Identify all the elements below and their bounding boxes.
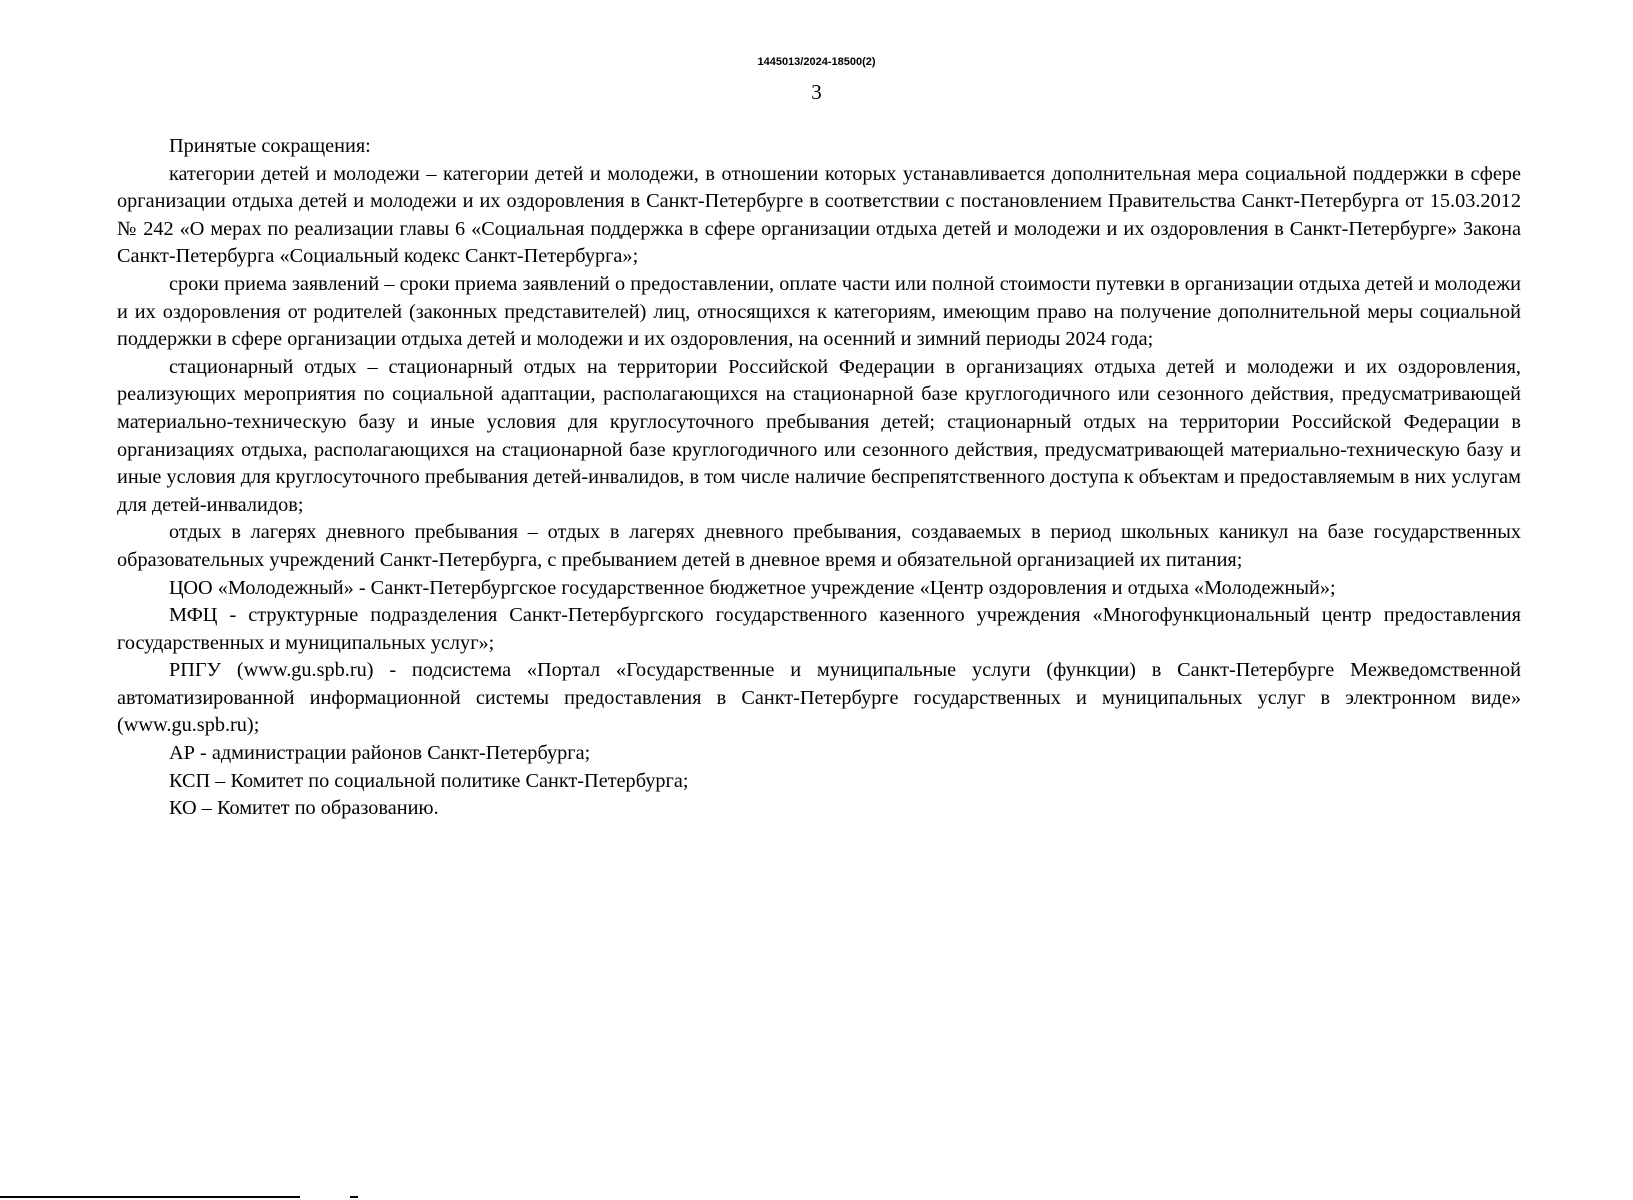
definition-application-terms: сроки приема заявлений – сроки приема заявлений о предоставлении, оплате части или полной стоимости путевки в организации отдыха детей и молодежи и их оздоровления от родителей (законных представителей) лиц, относящихся к категориям, имеющим право на получение дополнительной меры социальной поддержки в сфере организации отдыха детей и молодежи и их оздоровления, на осенний и зимний периоды 2024 года; — [117, 272, 1521, 351]
definition-ko: КО – Комитет по образованию. — [169, 797, 439, 820]
definition-categories: категории детей и молодежи – категории детей и молодежи, в отношении которых устанавливается дополнительная мера социальной поддержки в сфере организации отдыха детей и молодежи и их оздоровления в Санкт-Петербурге в соответствии с постановлением Правительства Санкт-Петербурга от 15.03.2012 № 242 «О мерах по реализации главы 6 «Социальная поддержка в сфере организации отдыха детей и молодежи и их оздоровления в Санкт-Петербурге» Закона Санкт-Петербурга «Социальный кодекс Санкт-Петербурга»; — [117, 162, 1521, 268]
definition-ksp: КСП – Комитет по социальной политике Санкт-Петербурга; — [169, 769, 689, 792]
scan-edge-mark — [350, 1196, 358, 1198]
document-number: 1445013/2024-18500(2) — [757, 56, 876, 68]
definition-day-camps: отдых в лагерях дневного пребывания – отдых в лагерях дневного пребывания, создаваемых в период школьных каникул на базе государственных образовательных учреждений Санкт-Петербурга, с пребыванием детей в дневное время и обязательной организацией их питания; — [117, 521, 1521, 571]
abbreviations-heading: Принятые сокращения: — [169, 135, 371, 157]
scan-edge-line — [0, 1196, 300, 1198]
definition-rpgu: РПГУ (www.gu.spb.ru) - подсистема «Портал «Государственные и муниципальные услуги (функции) в Санкт-Петербурге Межведомственной автоматизированной информационной системы предоставления в Санкт-Петербурге государственных и муниципальных услуг в электронном виде» (www.gu.spb.ru); — [117, 659, 1521, 737]
definition-coo-molodezhny: ЦОО «Молодежный» - Санкт-Петербургское государственное бюджетное учреждение «Центр оздоровления и отдыха «Молодежный»; — [169, 576, 1336, 599]
document-body — [117, 133, 1521, 823]
definition-ar: АР - администрации районов Санкт-Петербурга; — [169, 742, 591, 765]
definition-mfc: МФЦ - структурные подразделения Санкт-Петербургского государственного казенного учреждения «Многофункциональный центр предоставления государственных и муниципальных услуг»; — [117, 604, 1521, 654]
definition-stationary-rest: стационарный отдых – стационарный отдых на территории Российской Федерации в организациях отдыха детей и молодежи и их оздоровления, реализующих мероприятия по социальной адаптации, располагающихся на стационарной базе круглогодичного или сезонного действия, предусматривающей материально-техническую базу и иные условия для круглосуточного пребывания детей; стационарный отдых на территории Российской Федерации в организациях отдыха, располагающихся на стационарной базе круглогодичного или сезонного действия, предусматривающей материально-техническую базу и иные условия для круглосуточного пребывания детей-инвалидов, в том числе наличие беспрепятственного доступа к объектам и предоставляемым в них услугам для детей-инвалидов; — [117, 355, 1521, 516]
page-number: 3 — [811, 80, 822, 104]
